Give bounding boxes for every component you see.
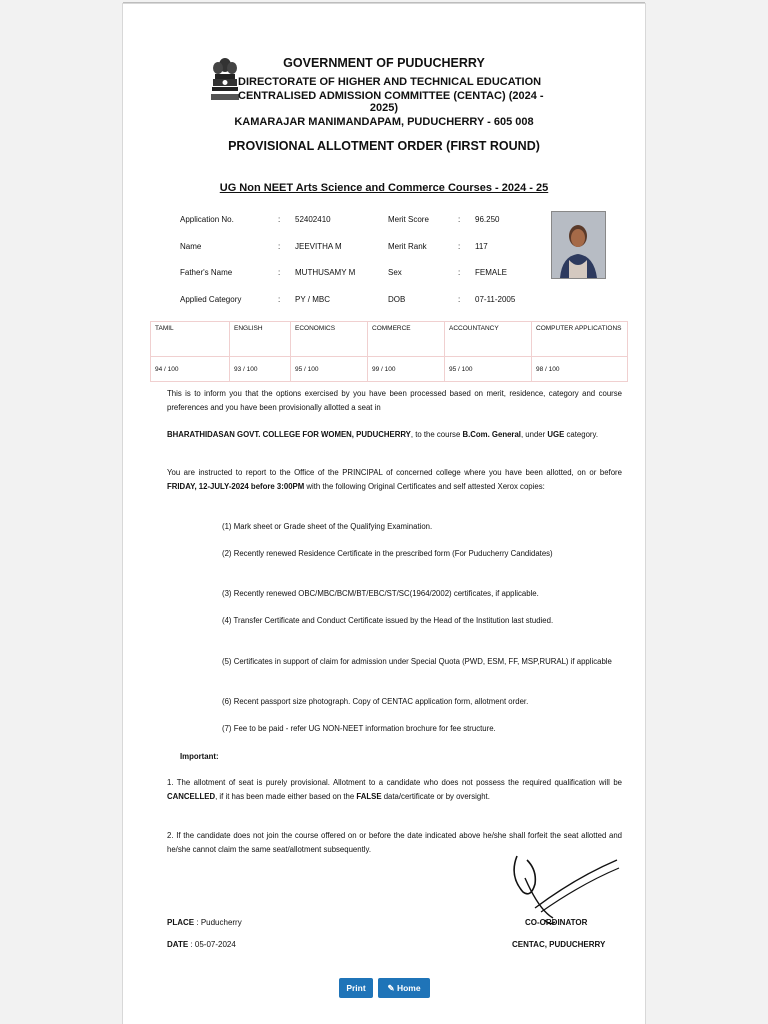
subject-header: COMMERCE [368, 322, 445, 357]
to-course-text: , to the course [410, 430, 461, 439]
date-label: DATE [167, 940, 189, 949]
marks-header-row [151, 322, 628, 357]
merit-rank-label: Merit Rank [388, 242, 427, 251]
separator: : [458, 295, 461, 304]
subject-score: 98 / 100 [532, 357, 628, 382]
important-label: Important: [180, 752, 219, 761]
reporting-deadline: FRIDAY, 12-JULY-2024 before 3:00PM [167, 482, 305, 491]
subject-score: 93 / 100 [230, 357, 291, 382]
note-1-text-b: , if it has been made either based on the [215, 792, 355, 801]
category-value: PY / MBC [295, 295, 330, 304]
subject-score: 94 / 100 [151, 357, 230, 382]
college-name: BHARATHIDASAN GOVT. COLLEGE FOR WOMEN, PUDUCHERRY [167, 430, 411, 439]
dob-label: DOB [388, 295, 406, 304]
home-button[interactable] [378, 978, 430, 998]
merit-score-label: Merit Score [388, 215, 429, 224]
separator: : [278, 295, 281, 304]
sex-value: FEMALE [475, 268, 508, 277]
name-label: Name [180, 242, 202, 251]
subject-header: COMPUTER APPLICATIONS [532, 322, 628, 357]
merit-score-value: 96.250 [475, 215, 500, 224]
coordinator-signature [505, 848, 625, 928]
place-value: Puducherry [200, 918, 242, 927]
separator: : [458, 268, 461, 277]
home-button-label: Home [396, 982, 421, 993]
category-label: Applied Category [180, 295, 242, 304]
certificate-item: (5) Certificates in support of claim for admission under Special Quota (PWD, ESM, FF, MSP,RURAL) if applicable [222, 657, 612, 666]
category-word: category. [566, 430, 598, 439]
course-heading: UG Non NEET Arts Science and Commerce Courses - 2024 - 25 [219, 182, 549, 194]
certificate-item: (1) Mark sheet or Grade sheet of the Qualifying Examination. [222, 522, 433, 531]
cancelled-text: CANCELLED [167, 792, 216, 801]
separator: : [278, 215, 281, 224]
reporting-paragraph [167, 466, 622, 494]
subject-header: TAMIL [151, 322, 230, 357]
marks-value-row [151, 357, 628, 382]
place-label: PLACE [167, 918, 195, 927]
father-name-value: MUTHUSAMY M [295, 268, 356, 277]
subject-header: ENGLISH [230, 322, 291, 357]
subject-score: 99 / 100 [368, 357, 445, 382]
report-text-2: of concerned college where you have been allotted, on or before [386, 468, 622, 477]
merit-rank-value: 117 [475, 242, 488, 251]
application-no-label: Application No. [180, 215, 234, 224]
sex-label: Sex [388, 268, 402, 277]
important-note-2: 2. If the candidate does not join the course offered on or before the date indicated above he/she shall forfeit the seat allotted and he/she cannot claim the same seat/allotment subsequently. [167, 831, 622, 854]
address-heading: KAMARAJAR MANIMANDAPAM, PUDUCHERRY - 605 008 [234, 116, 534, 128]
separator: : [458, 242, 461, 251]
date-line: DATE : 05-07-2024 [167, 940, 236, 949]
subject-header: ACCOUNTANCY [445, 322, 532, 357]
application-no-value: 52402410 [295, 215, 331, 224]
name-value: JEEVITHA M [295, 242, 342, 251]
principal-text: PRINCIPAL [342, 468, 383, 477]
certificate-item: (2) Recently renewed Residence Certificate in the prescribed form (For Puducherry Candidates) [222, 549, 553, 558]
allotment-paragraph [167, 428, 622, 442]
document-title: PROVISIONAL ALLOTMENT ORDER (FIRST ROUND) [228, 139, 540, 153]
print-button[interactable]: Print [339, 978, 373, 998]
place-line: PLACE : Puducherry [167, 918, 242, 927]
date-value: 05-07-2024 [194, 940, 236, 949]
candidate-photo [551, 211, 606, 279]
centac-signatory: CENTAC, PUDUCHERRY [512, 940, 606, 949]
subject-header: ECONOMICS [291, 322, 368, 357]
certificate-item: (3) Recently renewed OBC/MBC/BCM/BT/EBC/ST/SC(1964/2002) certificates, if applicable. [222, 589, 539, 598]
certificate-item: (4) Transfer Certificate and Conduct Certificate issued by the Head of the Institution last studied. [222, 616, 554, 625]
separator: : [458, 215, 461, 224]
dob-value: 07-11-2005 [475, 295, 516, 304]
centac-heading: CENTRALISED ADMISSION COMMITTEE (CENTAC) (2024 - [238, 90, 544, 102]
subject-score: 95 / 100 [445, 357, 532, 382]
separator: : [278, 242, 281, 251]
note-1-text-c: data/certificate or by oversight. [383, 792, 490, 801]
under-text: , under [520, 430, 546, 439]
subject-score: 95 / 100 [291, 357, 368, 382]
coordinator-title: CO-ORDINATOR [525, 918, 588, 927]
report-text-3: with the following Original Certificates and self attested Xerox copies: [306, 482, 545, 491]
false-text: FALSE [356, 792, 382, 801]
father-name-label: Father's Name [180, 268, 233, 277]
separator: : [278, 268, 281, 277]
allotted-category: UGE [547, 430, 565, 439]
directorate-heading: DIRECTORATE OF HIGHER AND TECHNICAL EDUCATION [238, 76, 542, 88]
report-text-1: You are instructed to report to the Office of the [167, 468, 339, 477]
marks-table [150, 321, 628, 382]
certificate-item: (6) Recent passport size photograph. Copy of CENTAC application form, allotment order. [222, 697, 529, 706]
important-note-1 [167, 776, 622, 804]
centac-year-end: 2025) [369, 102, 399, 114]
intro-paragraph: This is to inform you that the options exercised by you have been processed based on merit, residence, category and course preferences and you have been provisionally allotted a seat in [167, 389, 622, 412]
person-photo-icon [552, 212, 605, 278]
government-heading: GOVERNMENT OF PUDUCHERRY [283, 56, 485, 70]
note-1-text-a: 1. The allotment of seat is purely provisional. Allotment to a candidate who does not possess the required qualification will be [167, 778, 622, 787]
certificate-item: (7) Fee to be paid - refer UG NON-NEET information brochure for fee structure. [222, 724, 496, 733]
course-name: B.Com. General [462, 430, 521, 439]
edit-icon: ✎ [387, 982, 395, 993]
